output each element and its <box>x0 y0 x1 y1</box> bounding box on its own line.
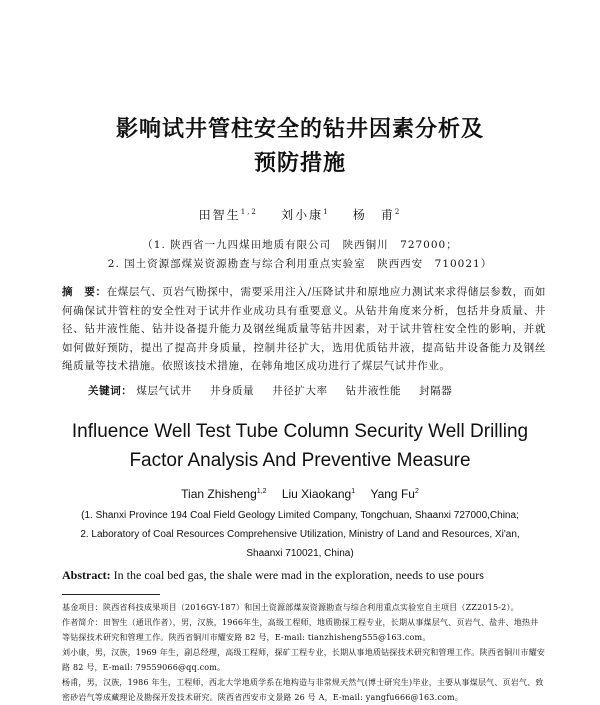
chinese-keyword: 井身质量 <box>209 385 255 397</box>
english-affiliation-1: (1. Shanxi Province 194 Coal Field Geology Limited Company, Tongchuan, Shaanxi 727000,China; <box>81 510 519 521</box>
chinese-keywords <box>88 383 558 398</box>
chinese-author-name: 田智生 <box>198 208 241 222</box>
chinese-keyword: 封隔器 <box>419 385 453 397</box>
footnote-divider <box>62 594 160 595</box>
chinese-author-affiliation-mark: 1 <box>323 208 330 216</box>
footnote-author-bio-3: 杨甫，男，汉族，1986 年生，工程师，西北大学地质学系在地构造与非常规天然气(博士研究生)毕业，主要从事煤层气、页岩气、致密砂岩气等成藏理论及勘探开发技术研究。陕西省西安市文景路 26 号 A，E-mail: yangfu666@163.com。 <box>62 678 544 702</box>
english-affiliation-3: Shaanxi 710021, China) <box>246 548 354 559</box>
chinese-author-affiliation-mark: 1,2 <box>240 208 258 216</box>
chinese-keyword: 煤层气试井 <box>136 385 192 397</box>
footnote-funding: 基金项目：陕西省科技成果项目（2016GY-187）和国土资源部煤炭资源勘查与综合利用重点实验室自主项目（ZZ2015-2）。 <box>62 603 519 612</box>
chinese-affiliation-1: （1. 陕西省一九四煤田地质有限公司 陕西铜川 727000； <box>142 239 458 251</box>
chinese-affiliation-2: 2. 国土资源部煤炭资源勘查与综合利用重点实验室 陕西西安 710021） <box>107 258 493 270</box>
chinese-abstract <box>62 283 546 376</box>
chinese-title-line-2: 预防措施 <box>253 151 346 176</box>
english-title-line-2: Factor Analysis And Preventive Measure <box>129 450 471 471</box>
english-author-affiliation-mark: 1 <box>351 488 356 495</box>
chinese-author-list <box>0 206 600 223</box>
english-affiliation-2: 2. Laboratory of Coal Resources Comprehensive Utilization, Ministry of Land and Resources, Xi'an, <box>80 529 520 540</box>
chinese-title-line-1: 影响试井管柱安全的钻井因素分析及 <box>115 117 484 142</box>
footnote-author-bio-1: 作者简介：田智生（通讯作者），男，汉族，1966年生，高级工程师，地质勘探工程专业，长期从事煤层气、页岩气、盐井、地热井等钻探技术研究和管理工作。陕西省铜川市耀安路 82 号，E-mail: tianzhisheng555@163.com。 <box>62 618 539 642</box>
english-author-name: Tian Zhisheng <box>181 487 257 501</box>
chinese-author-name: 刘小康 <box>281 208 324 222</box>
chinese-author-affiliation-mark: 2 <box>394 208 402 216</box>
english-author-affiliation-mark: 1,2 <box>256 488 267 495</box>
chinese-author-name: 杨 甫 <box>352 208 395 222</box>
english-author-affiliation-mark: 2 <box>414 488 419 495</box>
english-abstract-label: Abstract: <box>62 568 111 582</box>
english-author-list <box>0 487 600 501</box>
english-author-name: Liu Xiaokang <box>281 487 352 501</box>
footnote-author-bio-2: 刘小康，男，汉族，1969 年生，副总经理，高级工程师，探矿工程专业，长期从事地质钻探技术研究和管理工作。陕西省铜川市耀安路 82 号，E-mail: 79559066@qq.com。 <box>62 648 546 672</box>
english-author-name: Yang Fu <box>370 487 415 501</box>
chinese-keyword: 钻井液性能 <box>345 385 402 397</box>
english-abstract-text: In the coal bed gas, the shale were mad in the exploration, needs to use pours <box>113 568 484 582</box>
chinese-keywords-label: 关键词： <box>88 385 133 397</box>
chinese-abstract-label: 摘 要： <box>62 286 107 298</box>
english-title-line-1: Influence Well Test Tube Column Security Well Drilling <box>71 421 529 442</box>
english-abstract <box>62 568 546 583</box>
chinese-abstract-text: 在煤层气、页岩气勘探中，需要采用注入/压降试井和原地应力测试来求得储层参数，而如何确保试井管柱的安全性对于试井作业成功具有重要意义。从钻井角度来分析，包括井身质量、井径、钻井液性能、钻井设备提升能力及钢丝绳质量等钻井因素，对于试井管柱安全性的影响，并就如何做好预防，提出了提高井身质量，控制井径扩大，选用优质钻井液，提高钻井设备能力及钢丝绳质量等技术措施。依照该技术措施，在韩角地区成功进行了煤层气试井作业。 <box>62 286 546 372</box>
chinese-keyword: 井径扩大率 <box>272 385 328 397</box>
